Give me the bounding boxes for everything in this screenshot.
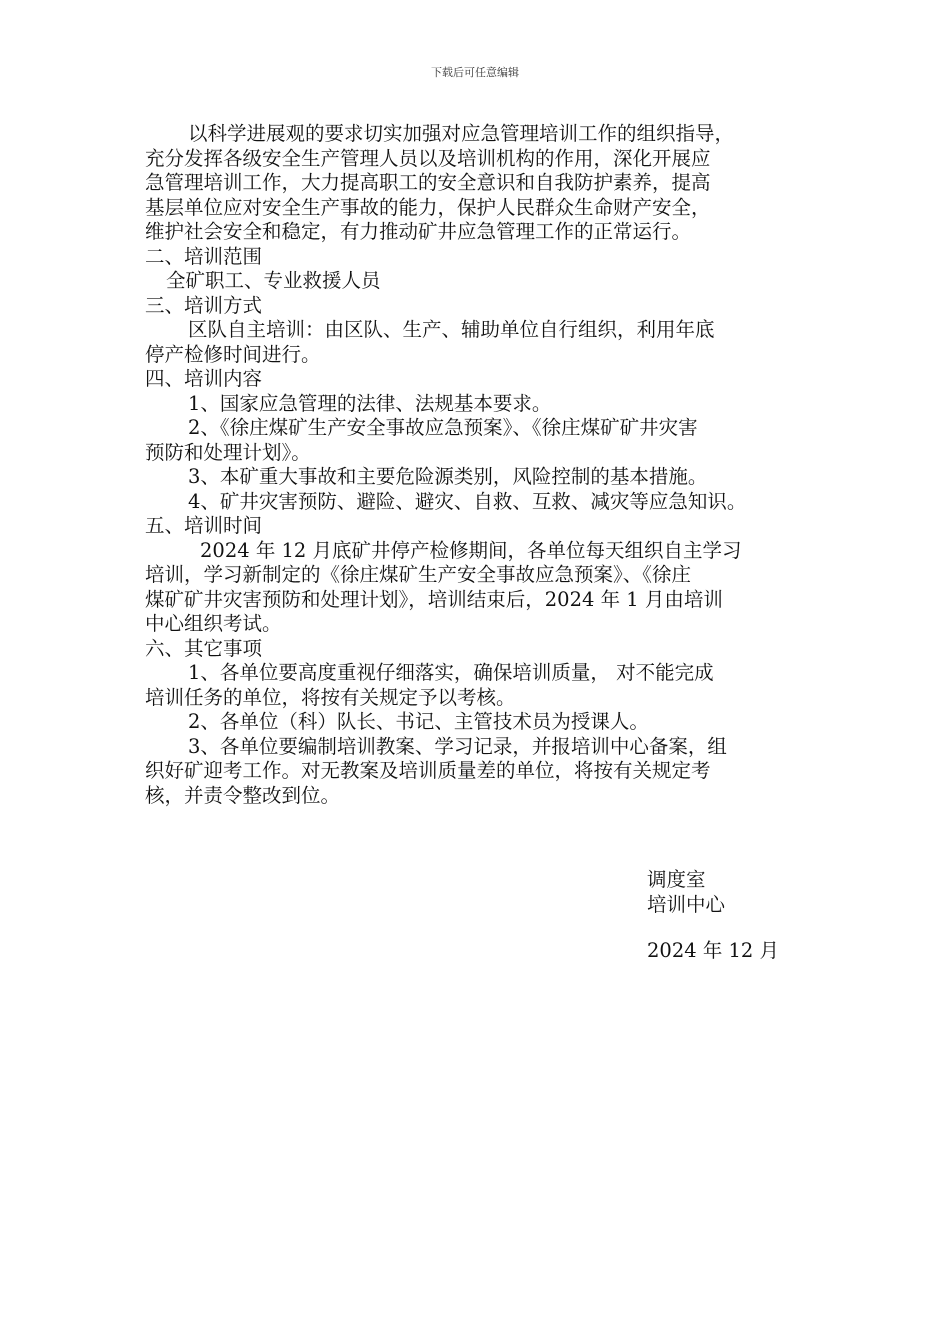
scope-text: 全矿职工、专业救援人员 xyxy=(166,269,381,292)
content-line: 3、本矿重大事故和主要危险源类别，风险控制的基本措施。 xyxy=(188,465,708,488)
page-header: 下载后可任意编辑 xyxy=(431,66,519,79)
time-line: 培训，学习新制定的《徐庄煤矿生产安全事故应急预案》、《徐庄 xyxy=(145,563,692,586)
section-heading-scope: 二、培训范围 xyxy=(145,244,263,268)
section-heading-content: 四、培训内容 xyxy=(145,367,263,390)
signature-dept-training: 培训中心 xyxy=(647,893,726,916)
intro-line: 维护社会安全和稳定，有力推动矿井应急管理工作的正常运行。 xyxy=(145,220,692,243)
other-line: 织好矿迎考工作。对无教案及培训质量差的单位，将按有关规定考 xyxy=(145,759,711,782)
time-line: 2024 年 12 月底矿井停产检修期间，各单位每天组织自主学习 xyxy=(200,538,742,562)
time-line: 中心组织考试。 xyxy=(145,612,282,635)
other-line: 2、各单位（科）队长、书记、主管技术员为授课人。 xyxy=(188,710,649,733)
content-line: 预防和处理计划》。 xyxy=(145,440,311,464)
signature-date: 2024 年 12 月 xyxy=(647,939,780,962)
document-body xyxy=(145,122,825,808)
other-line: 培训任务的单位，将按有关规定予以考核。 xyxy=(145,685,516,709)
intro-line: 急管理培训工作，大力提高职工的安全意识和自我防护素养，提高 xyxy=(145,171,711,194)
method-line: 区队自主培训：由区队、生产、辅助单位自行组织，利用年底 xyxy=(188,318,715,341)
section-heading-other: 六、其它事项 xyxy=(145,636,263,660)
section-heading-time: 五、培训时间 xyxy=(145,514,263,537)
other-line: 核，并责令整改到位。 xyxy=(145,783,341,807)
content-line: 2、《徐庄煤矿生产安全事故应急预案》、《徐庄煤矿矿井灾害 xyxy=(188,416,698,439)
signature-dept-dispatch: 调度室 xyxy=(647,868,706,891)
method-line: 停产检修时间进行。 xyxy=(145,342,321,366)
time-line: 煤矿矿井灾害预防和处理计划》，培训结束后，2024 年 1 月由培训 xyxy=(145,587,723,611)
intro-line: 充分发挥各级安全生产管理人员以及培训机构的作用，深化开展应 xyxy=(145,146,711,170)
other-line: 1、各单位要高度重视仔细落实，确保培训质量， 对不能完成 xyxy=(188,661,714,684)
content-line: 4、矿井灾害预防、避险、避灾、自救、互救、减灾等应急知识。 xyxy=(188,489,747,513)
content-line: 1、国家应急管理的法律、法规基本要求。 xyxy=(188,391,552,415)
intro-line: 以科学进展观的要求切实加强对应急管理培训工作的组织指导， xyxy=(188,122,735,145)
intro-line: 基层单位应对安全生产事故的能力，保护人民群众生命财产安全， xyxy=(145,195,711,219)
other-line: 3、各单位要编制培训教案、学习记录，并报培训中心备案，组 xyxy=(188,734,727,758)
section-heading-method: 三、培训方式 xyxy=(145,293,263,317)
